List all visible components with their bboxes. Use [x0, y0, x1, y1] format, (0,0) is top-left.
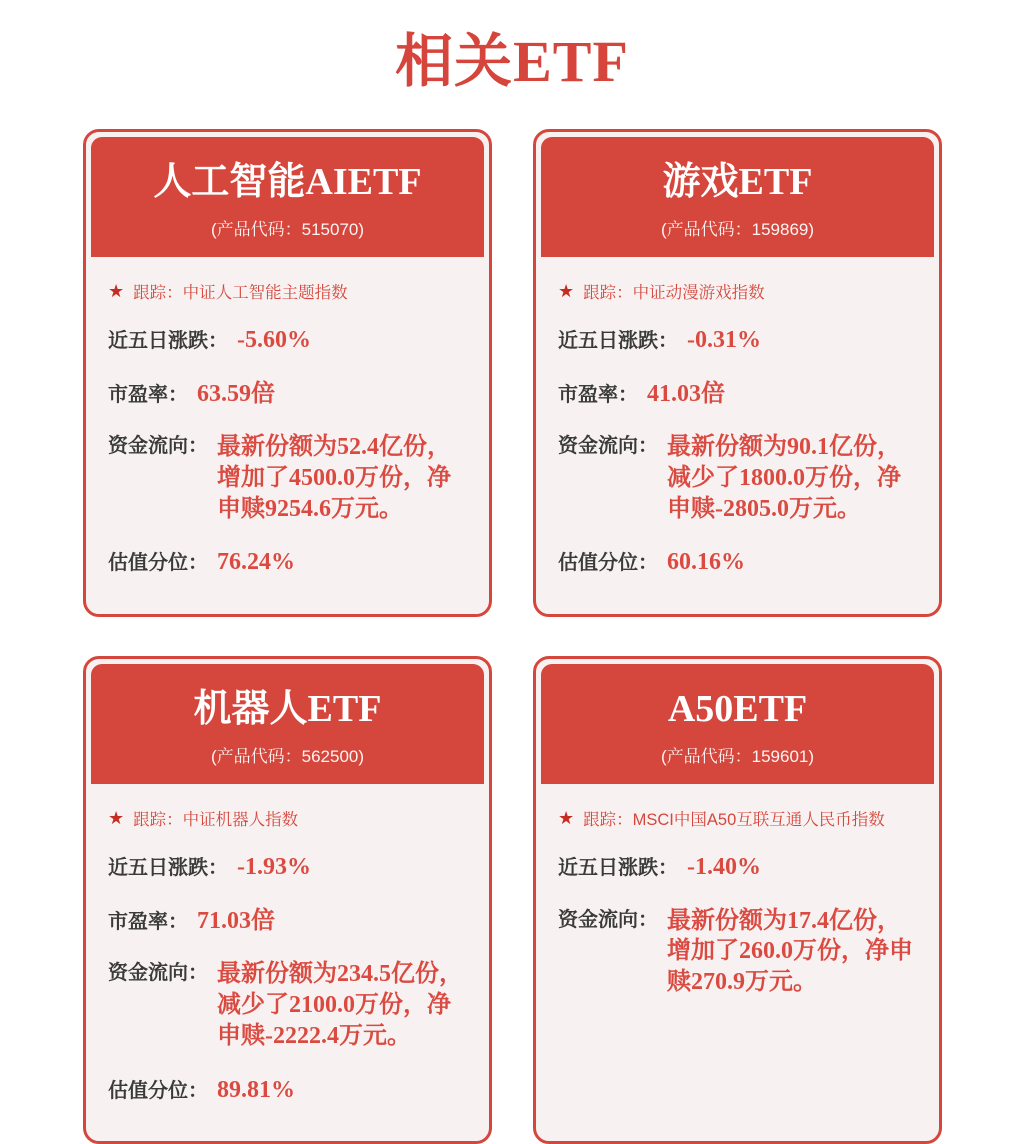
- card-body: [91, 257, 484, 609]
- pe-ratio-value: 63.59倍: [197, 380, 275, 407]
- valuation-label: 估值分位：: [108, 1079, 208, 1102]
- five-day-change-row: [108, 852, 470, 883]
- fund-flow-value: 最新份额为90.1亿份，减少了1800.0万份，净申赎-2805.0万元。: [667, 434, 901, 522]
- etf-name: A50ETF: [667, 688, 808, 731]
- card-header: [541, 137, 934, 257]
- card-body: [91, 784, 484, 1136]
- etf-name: 游戏ETF: [662, 161, 813, 203]
- card-body: [541, 784, 934, 1029]
- pe-ratio-row: [108, 906, 470, 937]
- pe-ratio-label: 市盈率：: [108, 910, 188, 933]
- five-day-change-value: -0.31%: [687, 326, 761, 353]
- fund-flow-label: 资金流向：: [108, 962, 208, 985]
- card-body: [541, 257, 934, 609]
- valuation-value: 89.81%: [217, 1076, 295, 1103]
- fund-flow-row: [558, 906, 920, 998]
- valuation-row: [108, 1075, 470, 1106]
- pe-ratio-row: [558, 379, 920, 410]
- pe-ratio-label: 市盈率：: [108, 383, 188, 406]
- card-game-etf: [533, 129, 942, 617]
- pe-ratio-value: 71.03倍: [197, 907, 275, 934]
- star-icon: ★: [108, 280, 125, 301]
- etf-product-code: (产品代码：159601): [660, 746, 815, 766]
- fund-flow-value: 最新份额为52.4亿份，增加了4500.0万份，净申赎9254.6万元。: [217, 434, 451, 522]
- five-day-change-label: 近五日涨跌：: [558, 329, 678, 352]
- tracking-index: 中证人工智能主题指数: [182, 283, 348, 302]
- valuation-label: 估值分位：: [108, 552, 208, 575]
- pe-ratio-value: 41.03倍: [647, 380, 725, 407]
- pe-ratio-row: [108, 379, 470, 410]
- tracking-row: [108, 806, 470, 830]
- five-day-change-label: 近五日涨跌：: [558, 856, 678, 879]
- tracking-index: 中证动漫游戏指数: [632, 283, 765, 302]
- fund-flow-value: 最新份额为17.4亿份，增加了260.0万份，净申赎270.9万元。: [667, 907, 913, 996]
- star-icon: ★: [558, 807, 575, 828]
- tracking-row: [108, 279, 470, 303]
- tracking-index: 中证机器人指数: [182, 810, 299, 829]
- etf-infographic: [0, 14, 1024, 1103]
- card-header: [91, 664, 484, 784]
- tracking-index: MSCI中国A50互联互通人民币指数: [632, 810, 885, 829]
- fund-flow-row: [558, 432, 920, 524]
- etf-card-grid: [83, 129, 941, 1144]
- valuation-row: [108, 547, 470, 578]
- five-day-change-row: [558, 325, 920, 356]
- tracking-row: [558, 279, 920, 303]
- tracking-label: 跟踪：: [133, 283, 183, 302]
- etf-product-code: (产品代码：562500): [210, 746, 365, 766]
- etf-name: 人工智能AIETF: [153, 161, 422, 203]
- etf-product-code: (产品代码：515070): [210, 219, 365, 239]
- star-icon: ★: [108, 807, 125, 828]
- five-day-change-value: -5.60%: [237, 326, 311, 353]
- valuation-row: [558, 547, 920, 578]
- fund-flow-label: 资金流向：: [108, 435, 208, 458]
- five-day-change-value: -1.40%: [687, 853, 761, 880]
- fund-flow-label: 资金流向：: [558, 435, 658, 458]
- five-day-change-value: -1.93%: [237, 853, 311, 880]
- tracking-label: 跟踪：: [133, 810, 183, 829]
- five-day-change-label: 近五日涨跌：: [108, 329, 228, 352]
- tracking-label: 跟踪：: [583, 810, 633, 829]
- card-robot-etf: [83, 656, 492, 1144]
- fund-flow-row: [108, 432, 470, 524]
- card-header: [91, 137, 484, 257]
- fund-flow-label: 资金流向：: [558, 908, 658, 931]
- valuation-label: 估值分位：: [558, 552, 658, 575]
- valuation-value: 60.16%: [667, 549, 745, 576]
- card-header: [541, 664, 934, 784]
- star-icon: ★: [558, 280, 575, 301]
- pe-ratio-label: 市盈率：: [558, 383, 638, 406]
- etf-product-code: (产品代码：159869): [660, 219, 815, 239]
- fund-flow-row: [108, 959, 470, 1051]
- five-day-change-row: [558, 852, 920, 883]
- page-title: 相关ETF: [395, 29, 629, 94]
- card-ai-etf: [83, 129, 492, 617]
- five-day-change-row: [108, 325, 470, 356]
- fund-flow-value: 最新份额为234.5亿份，减少了2100.0万份，净申赎-2222.4万元。: [217, 961, 463, 1049]
- tracking-label: 跟踪：: [583, 283, 633, 302]
- etf-name: 机器人ETF: [193, 688, 382, 731]
- tracking-row: [558, 806, 920, 830]
- card-a50-etf: [533, 656, 942, 1144]
- valuation-value: 76.24%: [217, 549, 295, 576]
- five-day-change-label: 近五日涨跌：: [108, 856, 228, 879]
